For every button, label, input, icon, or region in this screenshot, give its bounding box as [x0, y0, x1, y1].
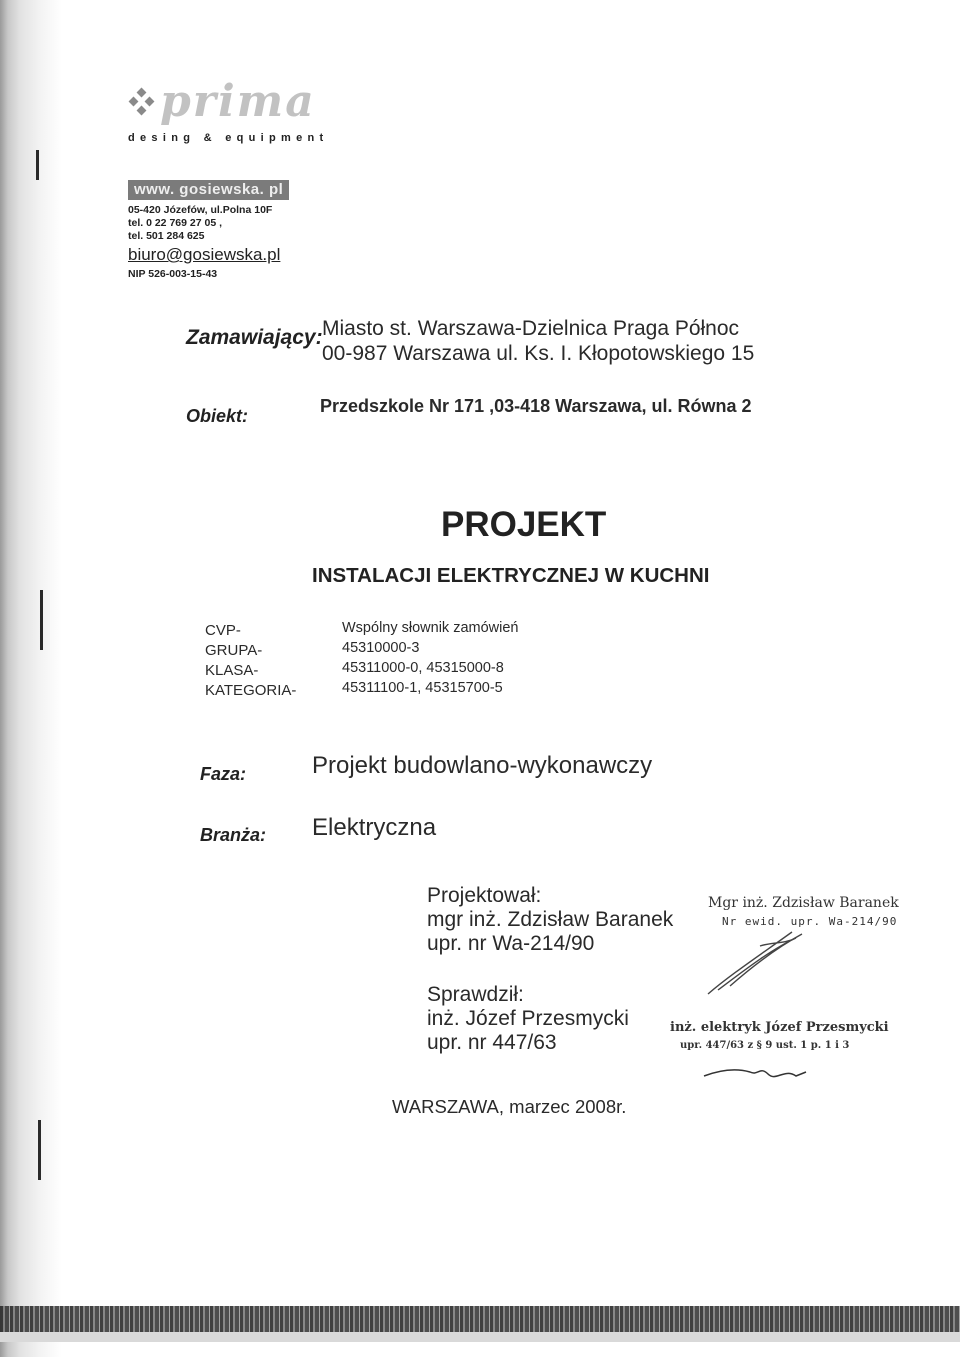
- scan-mark: [38, 1120, 41, 1180]
- client-label: Zamawiający:: [186, 326, 323, 349]
- client-line-2: 00-987 Warszawa ul. Ks. I. Kłopotowskiego 15: [322, 342, 755, 365]
- designer-stamp-line-2: Nr ewid. upr. Wa-214/90: [722, 915, 898, 928]
- cpv-labels: [205, 621, 296, 701]
- checker-label: Sprawdził:: [427, 983, 524, 1006]
- document-title: PROJEKT: [441, 505, 607, 544]
- designer-block: [427, 884, 673, 956]
- scan-bottom-band: [0, 1306, 960, 1332]
- cpv-value: 45311000-0, 45315000-8: [342, 660, 504, 676]
- logo-tagline: desing & equipment: [128, 132, 329, 144]
- checker-name: inż. Józef Przesmycki: [427, 1007, 629, 1030]
- document-subtitle: INSTALACJI ELEKTRYCZNEJ W KUCHNI: [312, 564, 710, 587]
- cpv-value: Wspólny słownik zamówień: [342, 620, 519, 636]
- cpv-value: 45311100-1, 45315700-5: [342, 680, 503, 696]
- cpv-value: 45310000-3: [342, 640, 420, 656]
- company-logo: [128, 76, 329, 144]
- cpv-label: KLASA-: [205, 662, 259, 679]
- scan-left-shadow: [0, 0, 62, 1357]
- designer-signature-icon: [700, 920, 830, 1000]
- scan-mark: [40, 590, 43, 650]
- company-nip: NIP 526-003-15-43: [128, 268, 218, 280]
- checker-license: upr. nr 447/63: [427, 1031, 557, 1054]
- phase-value: Projekt budowlano-wykonawczy: [312, 752, 653, 779]
- company-phone-2: tel. 501 284 625: [128, 230, 205, 242]
- company-address: 05-420 Józefów, ul.Polna 10F: [128, 204, 273, 216]
- designer-stamp-line-1: Mgr inż. Zdzisław Baranek: [708, 895, 899, 911]
- object-value: Przedszkole Nr 171 ,03-418 Warszawa, ul. Równa 2: [320, 396, 752, 416]
- designer-label: Projektował:: [427, 884, 542, 907]
- place-date: WARSZAWA, marzec 2008r.: [392, 1096, 627, 1117]
- checker-signature-icon: [700, 1058, 810, 1088]
- cpv-label: KATEGORIA-: [205, 682, 297, 699]
- company-website: www. gosiewska. pl: [128, 180, 289, 200]
- cpv-label: GRUPA-: [205, 642, 263, 659]
- designer-license: upr. nr Wa-214/90: [427, 932, 595, 955]
- company-phone-1: tel. 0 22 769 27 05 ,: [128, 217, 222, 229]
- designer-name: mgr inż. Zdzisław Baranek: [427, 908, 674, 931]
- company-contact: [128, 180, 428, 281]
- logo-diamond-icon: [128, 87, 156, 117]
- scan-mark: [36, 150, 39, 180]
- client-line-1: Miasto st. Warszawa-Dzielnica Praga Północ: [322, 317, 740, 340]
- cpv-values: [342, 618, 518, 698]
- logo-wordmark: prima: [160, 76, 316, 127]
- checker-stamp-line-2: upr. 447/63 z § 9 ust. 1 p. 1 i 3: [680, 1040, 850, 1051]
- object-label: Obiekt:: [186, 406, 249, 426]
- branch-label: Branża:: [200, 825, 267, 845]
- checker-block: [427, 983, 629, 1055]
- phase-label: Faza:: [200, 764, 247, 784]
- branch-value: Elektryczna: [312, 814, 437, 841]
- cpv-label: CVP-: [205, 622, 241, 639]
- company-email: biuro@gosiewska.pl: [128, 245, 281, 264]
- checker-stamp-line-1: inż. elektryk Józef Przesmycki: [670, 1020, 889, 1035]
- scan-bottom-edge: [0, 1332, 960, 1342]
